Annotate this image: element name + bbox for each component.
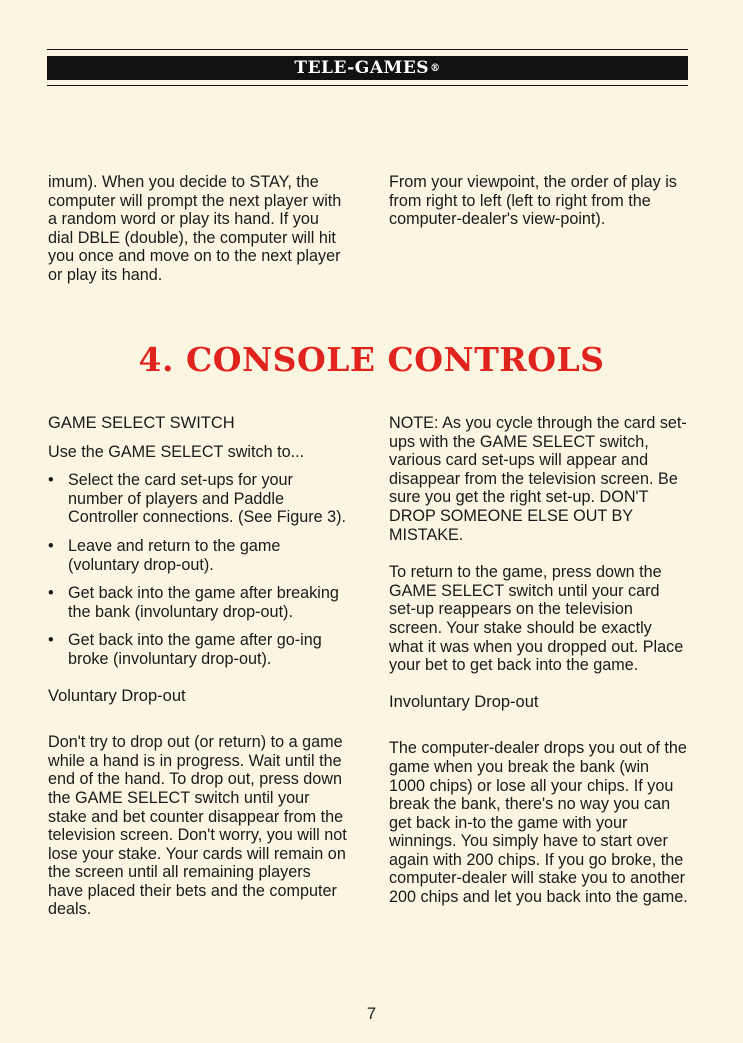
left-top-column bbox=[48, 173, 348, 285]
list-item: • Get back into the game after breaking the bank (involuntary drop-out). bbox=[48, 584, 339, 621]
game-select-intro: Use the GAME SELECT switch to... bbox=[48, 442, 305, 461]
bullet-icon: • bbox=[48, 584, 54, 603]
note-paragraph: NOTE: As you cycle through the card set-ups with the GAME SELECT switch, various card set-ups will appear and disappear from the television screen. Be sure you get the right set-up. DON'T DROP SOMEONE ELSE OUT BY MISTAKE. bbox=[389, 414, 687, 544]
page-number: 7 bbox=[366, 1005, 377, 1023]
viewpoint-paragraph: From your viewpoint, the order of play is from right to left (left to right from the computer-dealer's view-point). bbox=[389, 173, 677, 229]
list-item: • Select the card set-ups for your number of players and Paddle Controller connections. (See Figure 3). bbox=[48, 471, 347, 527]
bullet-icon: • bbox=[48, 471, 54, 490]
bullet-icon: • bbox=[48, 536, 54, 555]
voluntary-dropout-paragraph: Don't try to drop out (or return) to a game while a hand is in progress. Wait until the end of the hand. To drop out, press down the GAME SELECT switch until your stake and bet counter disappear from the television screen. Don't worry, you will not lose your stake. Your cards will remain on the screen until all remaining players have placed their bets and the computer deals. bbox=[48, 733, 347, 919]
game-select-heading: GAME SELECT SWITCH bbox=[48, 414, 235, 432]
header-top-rule bbox=[47, 49, 688, 50]
return-paragraph: To return to the game, press down the GAME SELECT switch until your card set-up reappears on the television screen. Your stake should be exactly what it was when you dropped out. Place your bet to get back into the game. bbox=[389, 563, 684, 675]
left-main-column bbox=[48, 414, 348, 919]
section-title: 4. CONSOLE CONTROLS bbox=[138, 340, 605, 379]
registered-mark: ® bbox=[430, 62, 441, 74]
involuntary-dropout-heading: Involuntary Drop-out bbox=[389, 692, 539, 711]
bullet-icon: • bbox=[48, 631, 54, 650]
voluntary-dropout-heading: Voluntary Drop-out bbox=[48, 686, 186, 705]
list-item: • Get back into the game after go-ing broke (involuntary drop-out). bbox=[48, 631, 322, 668]
game-select-bullet-list bbox=[48, 471, 348, 668]
header-bottom-rule bbox=[47, 85, 688, 86]
right-top-column bbox=[389, 173, 689, 229]
involuntary-dropout-paragraph: The computer-dealer drops you out of the game when you break the bank (win 1000 chips) or lose all your chips. If you break the bank, there's no way you can get back in-to the game with your winnings. You simply have to start over again with 200 chips. If you go broke, the computer-dealer will stake you to another 200 chips and let you back into the game. bbox=[389, 739, 688, 907]
header-banner bbox=[47, 56, 688, 80]
list-item: • Leave and return to the game (voluntary drop-out). bbox=[48, 536, 281, 574]
header-title: TELE-GAMES bbox=[294, 58, 430, 78]
continued-paragraph: imum). When you decide to STAY, the computer will prompt the next player with a random word or play its hand. If you dial DBLE (double), the computer will hit you once and move on to the next player or play its hand. bbox=[48, 173, 342, 284]
right-main-column bbox=[389, 414, 689, 907]
